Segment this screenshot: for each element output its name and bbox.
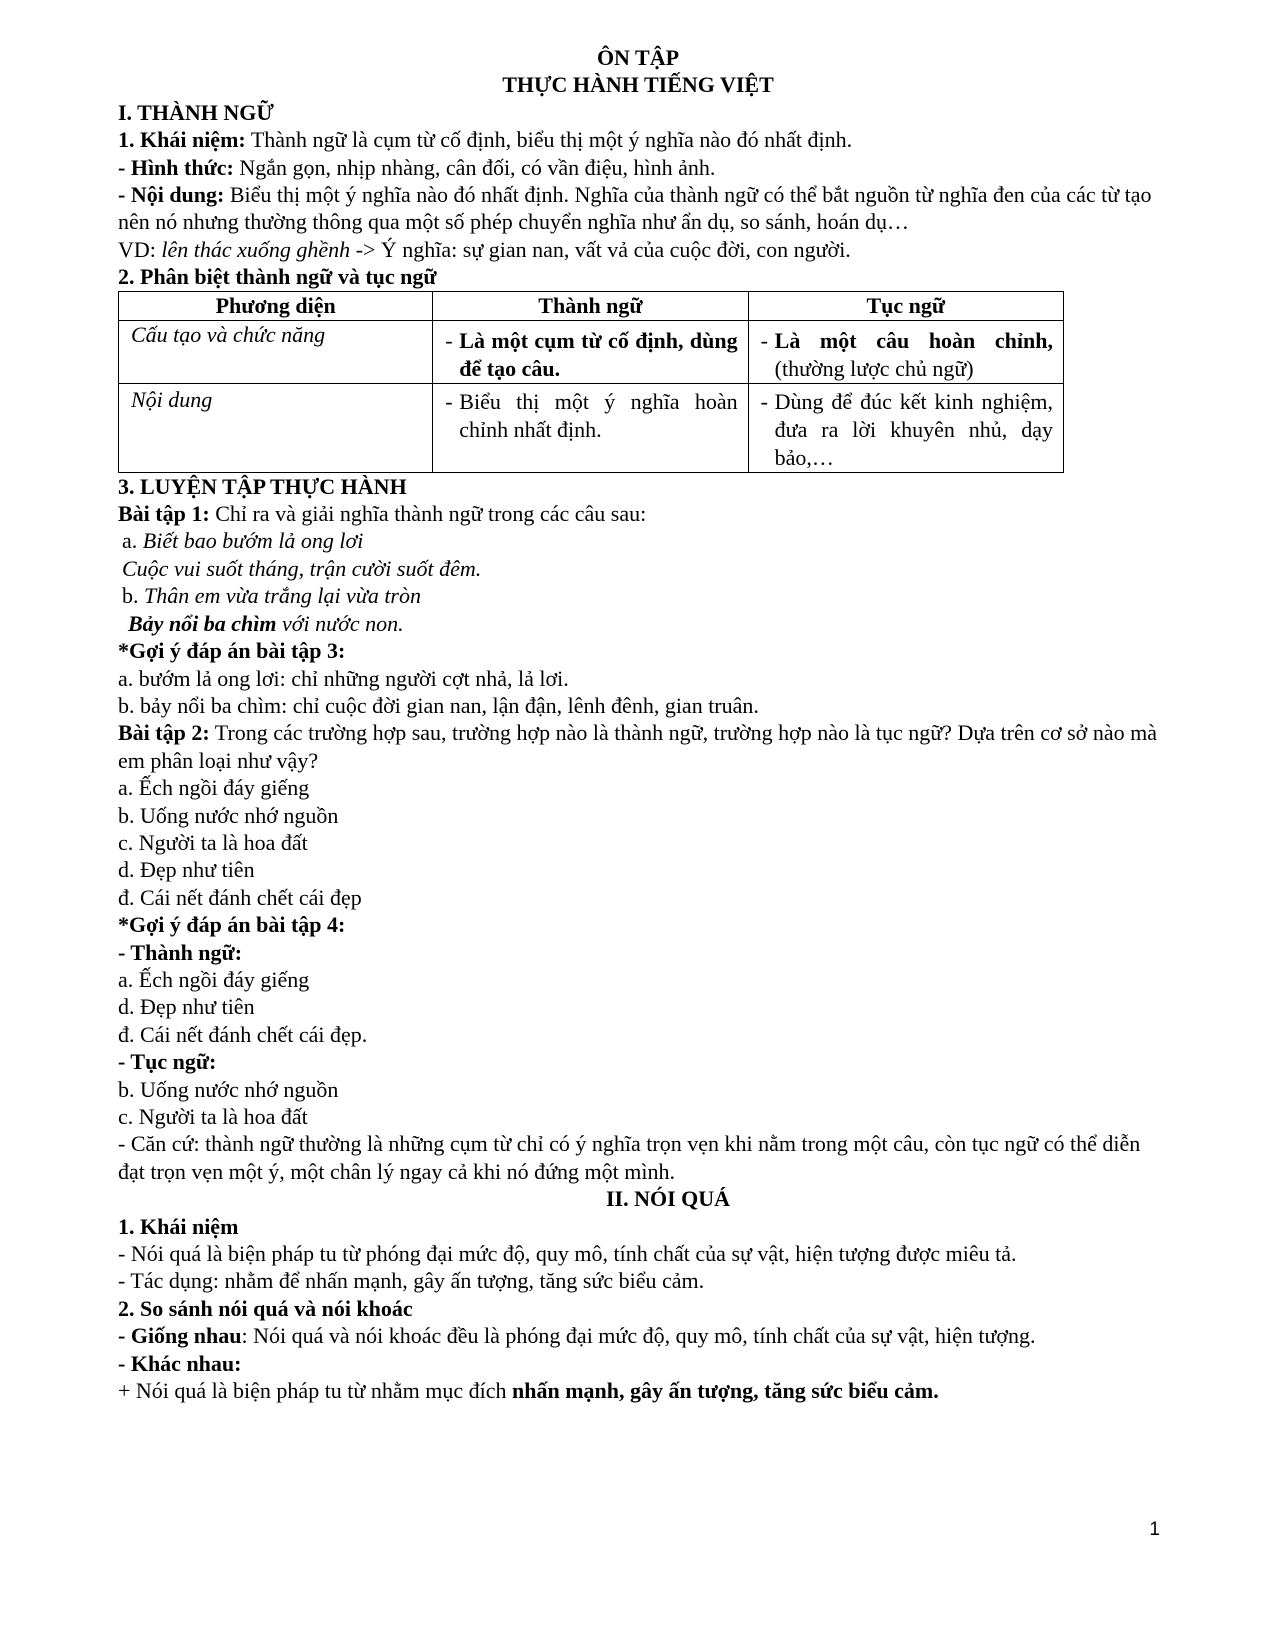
exercise-1-item-a-line-2: Cuộc vui suốt tháng, trận cười suốt đêm.: [122, 555, 482, 581]
idiom-content: - Nội dung: Biểu thị một ý nghĩa nào đó nhất định. Nghĩa của thành ngữ có thể bắt nguồn từ nghĩa đen của các từ tạo nên nó nhưng thường thông qua một số phép chuyển nghĩa như ẩn dụ, so sánh, hoán dụ…: [118, 182, 1152, 235]
page-number: 1: [1149, 1519, 1160, 1540]
title-line-1: ÔN TẬP: [596, 45, 680, 70]
list-item: d. Đẹp như tiên: [118, 994, 255, 1020]
overstatement-concept-heading: 1. Khái niệm: [118, 1213, 239, 1239]
overstatement-similarity: - Giống nhau: Nói quá và nói khoác đều là phóng đại mức độ, quy mô, tính chất của sự vật, hiện tượng.: [118, 1323, 1036, 1349]
hint-4-idiom-label: - Thành ngữ:: [118, 939, 243, 965]
idiom-form: - Hình thức: Ngắn gọn, nhịp nhàng, cân đối, có vần điệu, hình ảnh.: [118, 154, 716, 180]
section-2-heading: II. NÓI QUÁ: [605, 1186, 731, 1212]
overstatement-compare-heading: 2. So sánh nói quá và nói khoác: [118, 1295, 413, 1321]
exercise-1-prompt: Bài tập 1: Chỉ ra và giải nghĩa thành ngữ trong các câu sau:: [118, 501, 647, 527]
list-item: b. Uống nước nhớ nguồn: [118, 1076, 339, 1102]
table-cell-idiom: - Biểu thị một ý nghĩa hoàn chỉnh nhất định.: [433, 383, 748, 472]
table-cell-idiom: - Là một cụm từ cố định, dùng để tạo câu.: [433, 320, 748, 383]
idiom-example: VD: lên thác xuống ghềnh -> Ý nghĩa: sự gian nan, vất vả của cuộc đời, con người.: [118, 236, 851, 262]
list-item: c. Người ta là hoa đất: [118, 829, 308, 855]
exercise-1-item-b-line-2: Bảy nổi ba chìm với nước non.: [128, 610, 404, 636]
table-row: [119, 320, 1064, 383]
table-cell-aspect: Nội dung: [119, 383, 433, 472]
exercise-1-item-b: b. Thân em vừa trắng lại vừa tròn: [122, 583, 421, 609]
table-row: [119, 383, 1064, 472]
hint-3-item-a: a. bướm lả ong lơi: chỉ những người cợt nhả, lả lơi.: [118, 665, 569, 691]
section-1-heading: I. THÀNH NGỮ: [118, 99, 274, 125]
title-line-2: THỰC HÀNH TIẾNG VIỆT: [502, 72, 774, 98]
list-item: đ. Cái nết đánh chết cái đẹp: [118, 884, 362, 910]
table-cell-proverb: - Dùng để đúc kết kinh nghiệm, đưa ra lời khuyên nhủ, dạy bảo,…: [748, 383, 1063, 472]
list-item: a. Ếch ngồi đáy giếng: [118, 966, 310, 992]
list-item: b. Uống nước nhớ nguồn: [118, 802, 339, 828]
hint-3-item-b: b. bảy nổi ba chìm: chỉ cuộc đời gian nan, lận đận, lênh đênh, gian truân.: [118, 692, 759, 718]
exercise-2-prompt: Bài tập 2: Trong các trường hợp sau, trường hợp nào là thành ngữ, trường hợp nào là tục ngữ? Dựa trên cơ sở nào mà em phân loại như vậy?: [118, 720, 1157, 773]
practice-heading: 3. LUYỆN TẬP THỰC HÀNH: [118, 473, 407, 499]
table-header-proverb: Tục ngữ: [748, 291, 1063, 320]
table-header-idiom: Thành ngữ: [433, 291, 748, 320]
hint-4-proverb-label: - Tục ngữ:: [118, 1049, 217, 1075]
overstatement-definition: - Nói quá là biện pháp tu từ phóng đại mức độ, quy mô, tính chất của sự vật, hiện tượng được miêu tả.: [118, 1241, 1017, 1267]
table-header-row: [119, 291, 1064, 320]
hint-4-heading: *Gợi ý đáp án bài tập 4:: [118, 912, 346, 938]
comparison-table: [118, 291, 1064, 473]
hint-4-basis: - Căn cứ: thành ngữ thường là những cụm từ chỉ có ý nghĩa trọn vẹn khi nằm trong một câu, còn tục ngữ có thể diễn đạt trọn vẹn một ý, một chân lý ngay cả khi nó đứng một mình.: [118, 1131, 1141, 1184]
hint-3-heading: *Gợi ý đáp án bài tập 3:: [118, 638, 346, 664]
exercise-1-item-a: a. Biết bao bướm lả ong lơi: [122, 528, 364, 554]
list-item: d. Đẹp như tiên: [118, 857, 255, 883]
overstatement-difference-label: - Khác nhau:: [118, 1350, 242, 1376]
list-item: a. Ếch ngồi đáy giếng: [118, 775, 310, 801]
list-item: đ. Cái nết đánh chết cái đẹp.: [118, 1021, 368, 1047]
compare-heading: 2. Phân biệt thành ngữ và tục ngữ: [118, 264, 437, 290]
table-header-aspect: Phương diện: [119, 291, 433, 320]
document-page: [118, 44, 1158, 1404]
overstatement-effect: - Tác dụng: nhằm để nhấn mạnh, gây ấn tượng, tăng sức biểu cảm.: [118, 1268, 705, 1294]
idiom-concept: 1. Khái niệm: Thành ngữ là cụm từ cố định, biểu thị một ý nghĩa nào đó nhất định.: [118, 127, 853, 153]
table-cell-aspect: Cấu tạo và chức năng: [119, 320, 433, 383]
list-item: c. Người ta là hoa đất: [118, 1104, 308, 1129]
table-cell-proverb: - Là một câu hoàn chỉnh, (thường lược chủ ngữ): [748, 320, 1063, 383]
overstatement-difference: + Nói quá là biện pháp tu từ nhằm mục đích nhấn mạnh, gây ấn tượng, tăng sức biểu cảm.: [118, 1378, 939, 1404]
